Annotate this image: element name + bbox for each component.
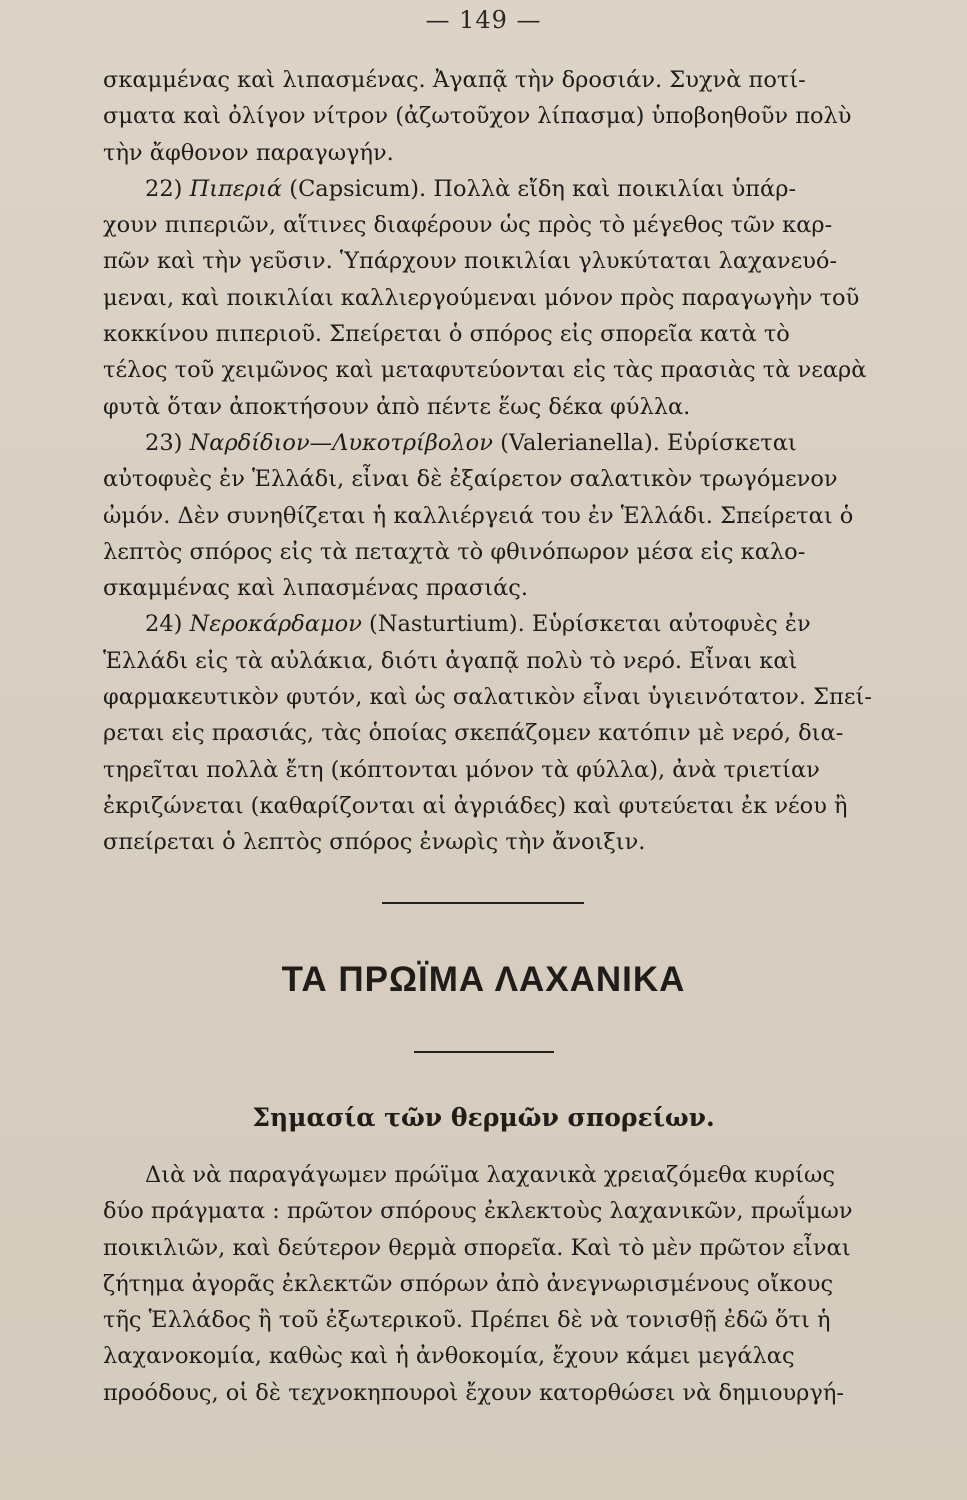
item-text: Πολλὰ εἴδη καὶ ποικιλίαι ὑπάρ-: [433, 175, 797, 202]
text-line: αὐτοφυὲς ἐν Ἑλλάδι, εἶναι δὲ ἐξαίρετον σαλατικὸν τρωγόμενον: [103, 466, 838, 493]
subsection-title: Σημασία τῶν θερμῶν σπορείων.: [252, 1103, 715, 1132]
page-number: — 149 —: [425, 6, 542, 34]
text-line: [103, 425, 875, 461]
item-text: Εὑρίσκεται: [667, 429, 797, 456]
item-term-greek: Νεροκάρδαμον: [189, 611, 362, 638]
section-title: ΤΑ ΠΡΩΪΜΑ ΛΑΧΑΝΙΚΑ: [281, 960, 686, 999]
item-term-greek: Πιπεριά: [189, 175, 283, 202]
text-line: φυτὰ ὅταν ἀποκτήσουν ἀπὸ πέντε ἕως δέκα φύλλα.: [103, 393, 691, 420]
text-block-bottom: [103, 1157, 875, 1411]
text-line: μεναι, καὶ ποικιλίαι καλλιεργούμεναι μόνον πρὸς παραγωγὴν τοῦ: [103, 284, 860, 311]
item-term-greek: Ναρδίδιον—Λυκοτρίβολον: [189, 429, 493, 456]
text-line: [103, 606, 875, 642]
text-line: λαχανοκομία, καθὼς καὶ ἡ ἀνθοκομία, ἔχουν κάμει μεγάλας: [103, 1343, 795, 1370]
text-line: δύο πράγματα : πρῶτον σπόρους ἐκλεκτοὺς λαχανικῶν, πρωΐμων: [103, 1198, 853, 1225]
item-term-latin: (Valerianella).: [500, 429, 660, 456]
item-number: 23): [145, 429, 183, 456]
text-line: τέλος τοῦ χειμῶνος καὶ μεταφυτεύονται εἰς τὰς πρασιὰς τὰ νεαρὰ: [103, 357, 867, 384]
text-line: Ἑλλάδι εἰς τὰ αὐλάκια, διότι ἀγαπᾷ πολὺ τὸ νερό. Εἶναι καὶ: [103, 647, 798, 674]
divider-line: [382, 902, 584, 904]
text-line: σκαμμένας καὶ λιπασμένας πρασιάς.: [103, 575, 529, 602]
text-line: φαρμακευτικὸν φυτόν, καὶ ὡς σαλατικὸν εἶναι ὑγιεινότατον. Σπεί-: [103, 684, 872, 711]
text-line: πῶν καὶ τὴν γεῦσιν. Ὑπάρχουν ποικιλίαι γλυκύταται λαχανευό-: [103, 248, 838, 275]
paragraph-24-nasturtium: [103, 606, 875, 860]
text-line: σπείρεται ὁ λεπτὸς σπόρος ἐνωρὶς τὴν ἄνοιξιν.: [103, 829, 646, 856]
text-line: τηρεῖται πολλὰ ἔτη (κόπτονται μόνον τὰ φύλλα), ἀνὰ τριετίαν: [103, 756, 820, 783]
text-line: προόδους, οἱ δὲ τεχνοκηπουροὶ ἔχουν κατορθώσει νὰ δημιουργή-: [103, 1379, 844, 1406]
text-line: κοκκίνου πιπεριοῦ. Σπείρεται ὁ σπόρος εἰς σπορεῖα κατὰ τὸ: [103, 321, 790, 348]
text-line: ζήτημα ἀγορᾶς ἐκλεκτῶν σπόρων ἀπὸ ἀνεγνωρισμένους οἴκους: [103, 1270, 834, 1297]
title-underline: [414, 1051, 554, 1053]
text-line: τῆς Ἑλλάδος ἢ τοῦ ἐξωτερικοῦ. Πρέπει δὲ νὰ τονισθῇ ἐδῶ ὅτι ἡ: [103, 1307, 831, 1334]
item-term-latin: (Nasturtium).: [369, 611, 525, 638]
text-line: ρεται εἰς πρασιάς, τὰς ὁποίας σκεπάζομεν κατόπιν μὲ νερό, δια-: [103, 720, 844, 747]
text-line: χουν πιπεριῶν, αἵτινες διαφέρουν ὡς πρὸς τὸ μέγεθος τῶν καρ-: [103, 212, 833, 239]
text-line: τὴν ἄφθονον παραγωγήν.: [103, 139, 394, 166]
text-line: ποικιλιῶν, καὶ δεύτερον θερμὰ σπορεῖα. Καὶ τὸ μὲν πρῶτον εἶναι: [103, 1234, 851, 1261]
item-number: 24): [145, 611, 183, 638]
text-line: ἐκριζώνεται (καθαρίζονται αἱ ἀγριάδες) καὶ φυτεύεται ἐκ νέου ἢ: [103, 792, 848, 819]
text-block-top: [103, 62, 875, 861]
paragraph-23-valerianella: [103, 425, 875, 606]
item-term-latin: (Capsicum).: [289, 175, 427, 202]
paragraph-22-pepper: [103, 171, 875, 425]
paragraph-continued: [103, 62, 875, 171]
text-line: λεπτὸς σπόρος εἰς τὰ πεταχτὰ τὸ φθινόπωρον μέσα εἰς καλο-: [103, 538, 806, 565]
text-line: σκαμμένας καὶ λιπασμένας. Ἀγαπᾷ τὴν δροσιάν. Συχνὰ ποτί-: [103, 67, 806, 93]
item-text: Εὑρίσκεται αὐτοφυὲς ἐν: [531, 611, 811, 638]
text-line: ὠμόν. Δὲν συνηθίζεται ἡ καλλιέργειά του ἐν Ἑλλάδι. Σπείρεται ὁ: [103, 502, 854, 529]
item-number: 22): [145, 175, 183, 202]
text-line: σματα καὶ ὀλίγον νίτρον (ἀζωτοῦχον λίπασμα) ὑποβοηθοῦν πολὺ: [103, 103, 852, 130]
text-line: [103, 171, 875, 207]
text-line: Διὰ νὰ παραγάγωμεν πρώϊμα λαχανικὰ χρειαζόμεθα κυρίως: [145, 1162, 835, 1188]
